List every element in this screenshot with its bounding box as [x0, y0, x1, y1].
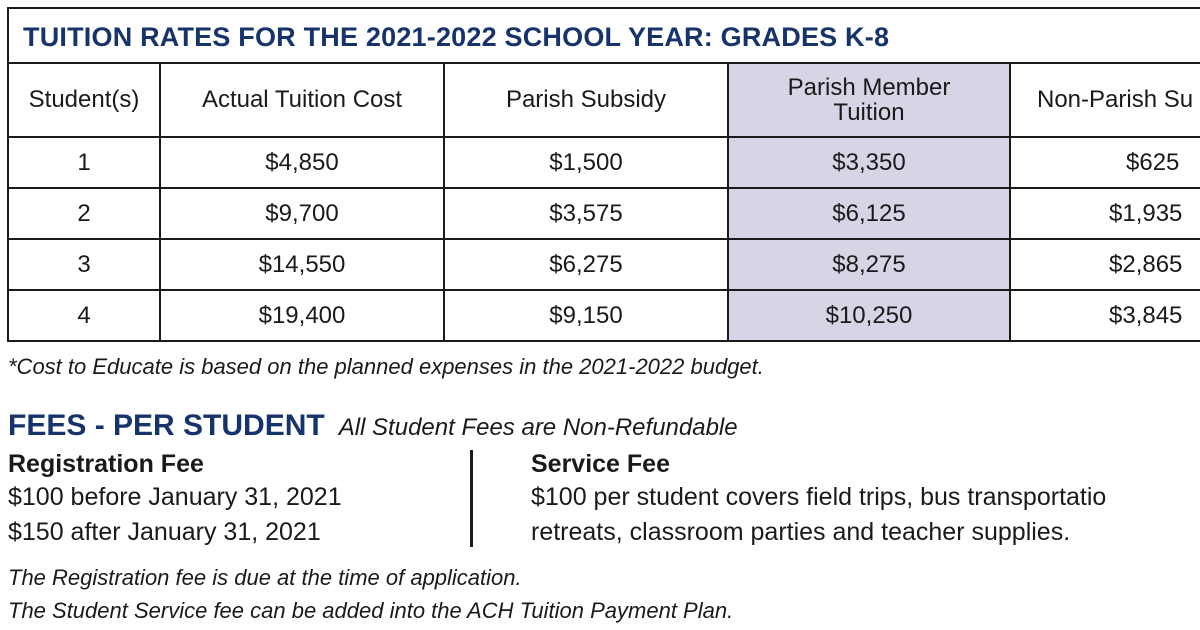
- registration-fee-line-2: $150 after January 31, 2021: [8, 518, 321, 546]
- cell-parish-subsidy: $9,150: [444, 290, 728, 341]
- header-parish-subsidy: Parish Subsidy: [444, 63, 728, 137]
- registration-fee-line-1: $100 before January 31, 2021: [8, 483, 342, 511]
- table-row: [8, 188, 1200, 239]
- fees-heading: [8, 409, 738, 443]
- service-fee-note: The Student Service fee can be added into the ACH Tuition Payment Plan.: [8, 598, 734, 623]
- registration-fee-section: [8, 448, 342, 550]
- tuition-table-container: [7, 7, 1200, 342]
- cost-note: *Cost to Educate is based on the planned expenses in the 2021-2022 budget.: [8, 354, 764, 379]
- cell-parish-member-tuition: $3,350: [728, 137, 1010, 188]
- cell-parish-member-tuition: $6,125: [728, 188, 1010, 239]
- cell-parish-member-tuition: $8,275: [728, 239, 1010, 290]
- cell-actual-tuition-cost: $14,550: [160, 239, 444, 290]
- registration-fee-heading: Registration Fee: [8, 450, 204, 478]
- service-fee-section: [531, 448, 1106, 550]
- cell-non-parish-subsidy: $1,935: [1010, 188, 1200, 239]
- header-non-parish-subsidy: Non-Parish Su: [1010, 63, 1200, 137]
- cell-students: 2: [8, 188, 160, 239]
- cell-students: 4: [8, 290, 160, 341]
- cell-students: 3: [8, 239, 160, 290]
- service-fee-line-2: retreats, classroom parties and teacher supplies.: [531, 518, 1071, 546]
- table-header-row: [8, 63, 1200, 137]
- header-actual-tuition-cost: Actual Tuition Cost: [160, 63, 444, 137]
- cell-non-parish-subsidy: $2,865: [1010, 239, 1200, 290]
- fees-title: FEES - PER STUDENT: [8, 409, 325, 442]
- service-fee-heading: Service Fee: [531, 450, 670, 478]
- table-row: [8, 290, 1200, 341]
- cell-parish-member-tuition: $10,250: [728, 290, 1010, 341]
- table-row: [8, 137, 1200, 188]
- cell-actual-tuition-cost: $19,400: [160, 290, 444, 341]
- cell-actual-tuition-cost: $9,700: [160, 188, 444, 239]
- cell-students: 1: [8, 137, 160, 188]
- cell-parish-subsidy: $3,575: [444, 188, 728, 239]
- cell-actual-tuition-cost: $4,850: [160, 137, 444, 188]
- column-divider: [470, 450, 473, 547]
- fees-subtitle: All Student Fees are Non-Refundable: [338, 414, 738, 441]
- table-title: TUITION RATES FOR THE 2021-2022 SCHOOL YEAR: GRADES K-8: [7, 7, 1200, 62]
- header-parish-member-tuition: Parish Member Tuition: [728, 63, 1010, 137]
- service-fee-line-1: $100 per student covers field trips, bus transportatio: [531, 483, 1107, 511]
- cell-non-parish-subsidy: $625: [1010, 137, 1200, 188]
- cell-non-parish-subsidy: $3,845: [1010, 290, 1200, 341]
- table-row: [8, 239, 1200, 290]
- header-students: Student(s): [8, 63, 160, 137]
- cell-parish-subsidy: $6,275: [444, 239, 728, 290]
- cell-parish-subsidy: $1,500: [444, 137, 728, 188]
- tuition-table: [7, 62, 1200, 342]
- registration-fee-note: The Registration fee is due at the time of application.: [8, 565, 522, 590]
